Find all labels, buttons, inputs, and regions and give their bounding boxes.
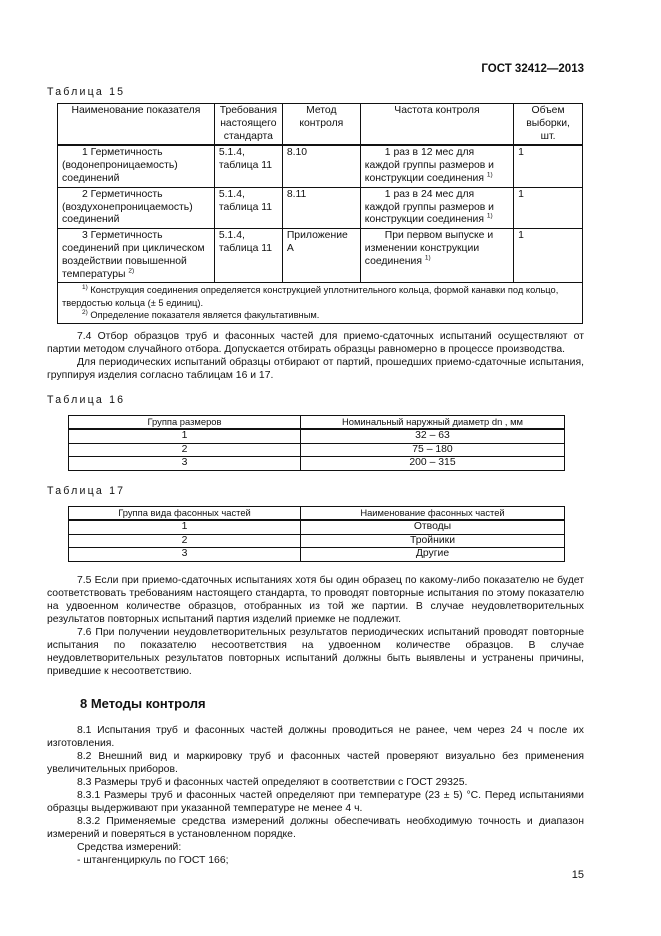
cell-req: 5.1.4, таблица 11	[214, 187, 282, 228]
cell-qty: 1	[514, 145, 583, 187]
cell: 2	[69, 534, 301, 548]
footnote-text: Конструкция соединения определяется конструкцией уплотнительного кольца, формой канавки под кольцо, твердостью кольца (± 5 единиц).	[62, 285, 559, 308]
table-16	[68, 415, 565, 471]
cell: 3	[69, 548, 301, 562]
footnote-mark: 1)	[486, 212, 493, 220]
cell: 32 – 63	[301, 429, 565, 443]
name-text: 3 Герметичность соединений при циклическом воздействии повышенной температуры	[62, 230, 205, 280]
document-code: ГОСТ 32412—2013	[481, 63, 584, 75]
cell-method: Приложение А	[282, 229, 360, 283]
paragraph: Средства измерений:	[77, 841, 182, 853]
column-header: Наименование фасонных частей	[301, 506, 565, 520]
section-7-5-7-6	[47, 574, 584, 678]
table-15-caption: Таблица 15	[47, 86, 126, 98]
freq-text: При первом выпуске и изменении конструкции соединения	[364, 230, 494, 267]
column-header: Метод контроля	[282, 104, 360, 146]
paragraph: 7.4 Отбор образцов труб и фасонных частей для приемо-сдаточных испытаний осуществляют от партии методом случайного отбора. Допускается отбирать образцы равномерно в процессе производства.	[47, 330, 584, 355]
footnote-mark: 1)	[82, 284, 88, 292]
section-8-body	[47, 724, 584, 867]
paragraph: 7.6 При получении неудовлетворительных результатов периодических испытаний проводят повторные испытания по показателю несоответствия на удвоенном количестве образцов. В случае неудовлетворительных результатов повторных испытаний должны быть выявлены и устранены причины, приведшие к несоответствию.	[47, 626, 584, 677]
paragraph: 8.2 Внешний вид и маркировку труб и фасонных частей проверяют визуально без применения увеличительных приборов.	[47, 750, 584, 775]
section-heading: 8 Методы контроля	[80, 695, 206, 711]
table-row	[69, 429, 565, 443]
table-16-caption: Таблица 16	[47, 393, 126, 406]
paragraph: 8.3.2 Применяемые средства измерений должны обеспечивать необходимую точность и диапазон измерений и поверяться в установленном порядке.	[47, 815, 584, 840]
cell: Отводы	[301, 520, 565, 534]
table-row	[58, 229, 583, 283]
table-row	[58, 187, 583, 228]
table-15	[57, 103, 583, 324]
cell: 75 – 180	[301, 443, 565, 457]
table-row	[69, 520, 565, 534]
table-row	[69, 534, 565, 548]
cell: 1	[69, 520, 301, 534]
cell-req: 5.1.4, таблица 11	[214, 145, 282, 187]
table-header-row	[58, 104, 583, 146]
cell-freq	[360, 229, 513, 283]
column-header: Объем выборки, шт.	[514, 104, 583, 146]
column-header: Группа размеров	[69, 415, 301, 429]
freq-text: 1 раз в 24 мес для каждой группы размеров и конструкции соединения	[364, 188, 494, 226]
cell-freq	[360, 145, 513, 187]
table-footnote-row	[58, 283, 583, 324]
section-7-4	[47, 330, 584, 382]
column-header: Группа вида фасонных частей	[69, 506, 301, 520]
cell: Тройники	[301, 534, 565, 548]
table-row	[69, 548, 565, 562]
cell: 3	[69, 457, 301, 471]
table-footnotes	[58, 283, 583, 324]
column-header: Номинальный наружный диаметр dn , мм	[301, 415, 565, 429]
footnote-2	[62, 309, 578, 322]
footnote-mark: 2)	[82, 309, 88, 317]
cell: 200 – 315	[301, 457, 565, 471]
table-row	[69, 443, 565, 457]
paragraph: 8.3 Размеры труб и фасонных частей определяют в соответствии с ГОСТ 29325.	[77, 776, 468, 788]
paragraph: Для периодических испытаний образцы отбирают от партий, прошедших приемо-сдаточные испытания, группируя изделия согласно таблицам 16 и 17.	[47, 356, 584, 381]
cell-method: 8.11	[282, 187, 360, 228]
column-header: Требования настоящего стандарта	[214, 104, 282, 146]
cell-qty: 1	[514, 229, 583, 283]
footnote-mark: 1)	[486, 171, 493, 179]
cell-name: 2 Герметичность (воздухонепроницаемость) соединений	[58, 187, 215, 228]
cell-method: 8.10	[282, 145, 360, 187]
footnote-mark: 1)	[424, 254, 431, 262]
table-17-caption: Таблица 17	[47, 484, 126, 497]
footnote-text: Определение показателя является факультативным.	[90, 310, 320, 321]
cell-freq	[360, 187, 513, 228]
cell-name	[58, 229, 215, 283]
footnote-1	[62, 284, 578, 309]
paragraph: 7.5 Если при приемо-сдаточных испытаниях хотя бы один образец по какому-либо показателю не будет соответствовать требованиям настоящего стандарта, то проводят повторные испытания по этому показателю на удвоенном количестве образцов, отобранных из той же партии. В случае неудовлетворительных результатов повторных испытаний партия изделий приемке не подлежит.	[47, 574, 584, 625]
cell-qty: 1	[514, 187, 583, 228]
footnote-mark: 2)	[128, 267, 135, 275]
page-number: 15	[571, 868, 584, 881]
table-row	[58, 145, 583, 187]
cell: 1	[69, 429, 301, 443]
list-item: - штангенциркуль по ГОСТ 166;	[77, 854, 229, 866]
cell: 2	[69, 443, 301, 457]
cell-req: 5.1.4, таблица 11	[214, 229, 282, 283]
table-row	[69, 457, 565, 471]
freq-text: 1 раз в 12 мес для каждой группы размеров и конструкции соединения	[364, 147, 494, 184]
cell: Другие	[301, 548, 565, 562]
table-17	[68, 506, 565, 562]
column-header: Наименование показателя	[58, 104, 215, 146]
paragraph: 8.1 Испытания труб и фасонных частей должны проводиться не ранее, чем через 24 ч после их изготовления.	[47, 724, 584, 749]
column-header: Частота контроля	[360, 104, 513, 146]
cell-name: 1 Герметичность (водонепроницаемость) соединений	[58, 145, 215, 187]
paragraph: 8.3.1 Размеры труб и фасонных частей определяют при температуре (23 ± 5) °С. Перед испытаниями образцы выдерживают при указанной температуре не менее 4 ч.	[47, 789, 584, 814]
